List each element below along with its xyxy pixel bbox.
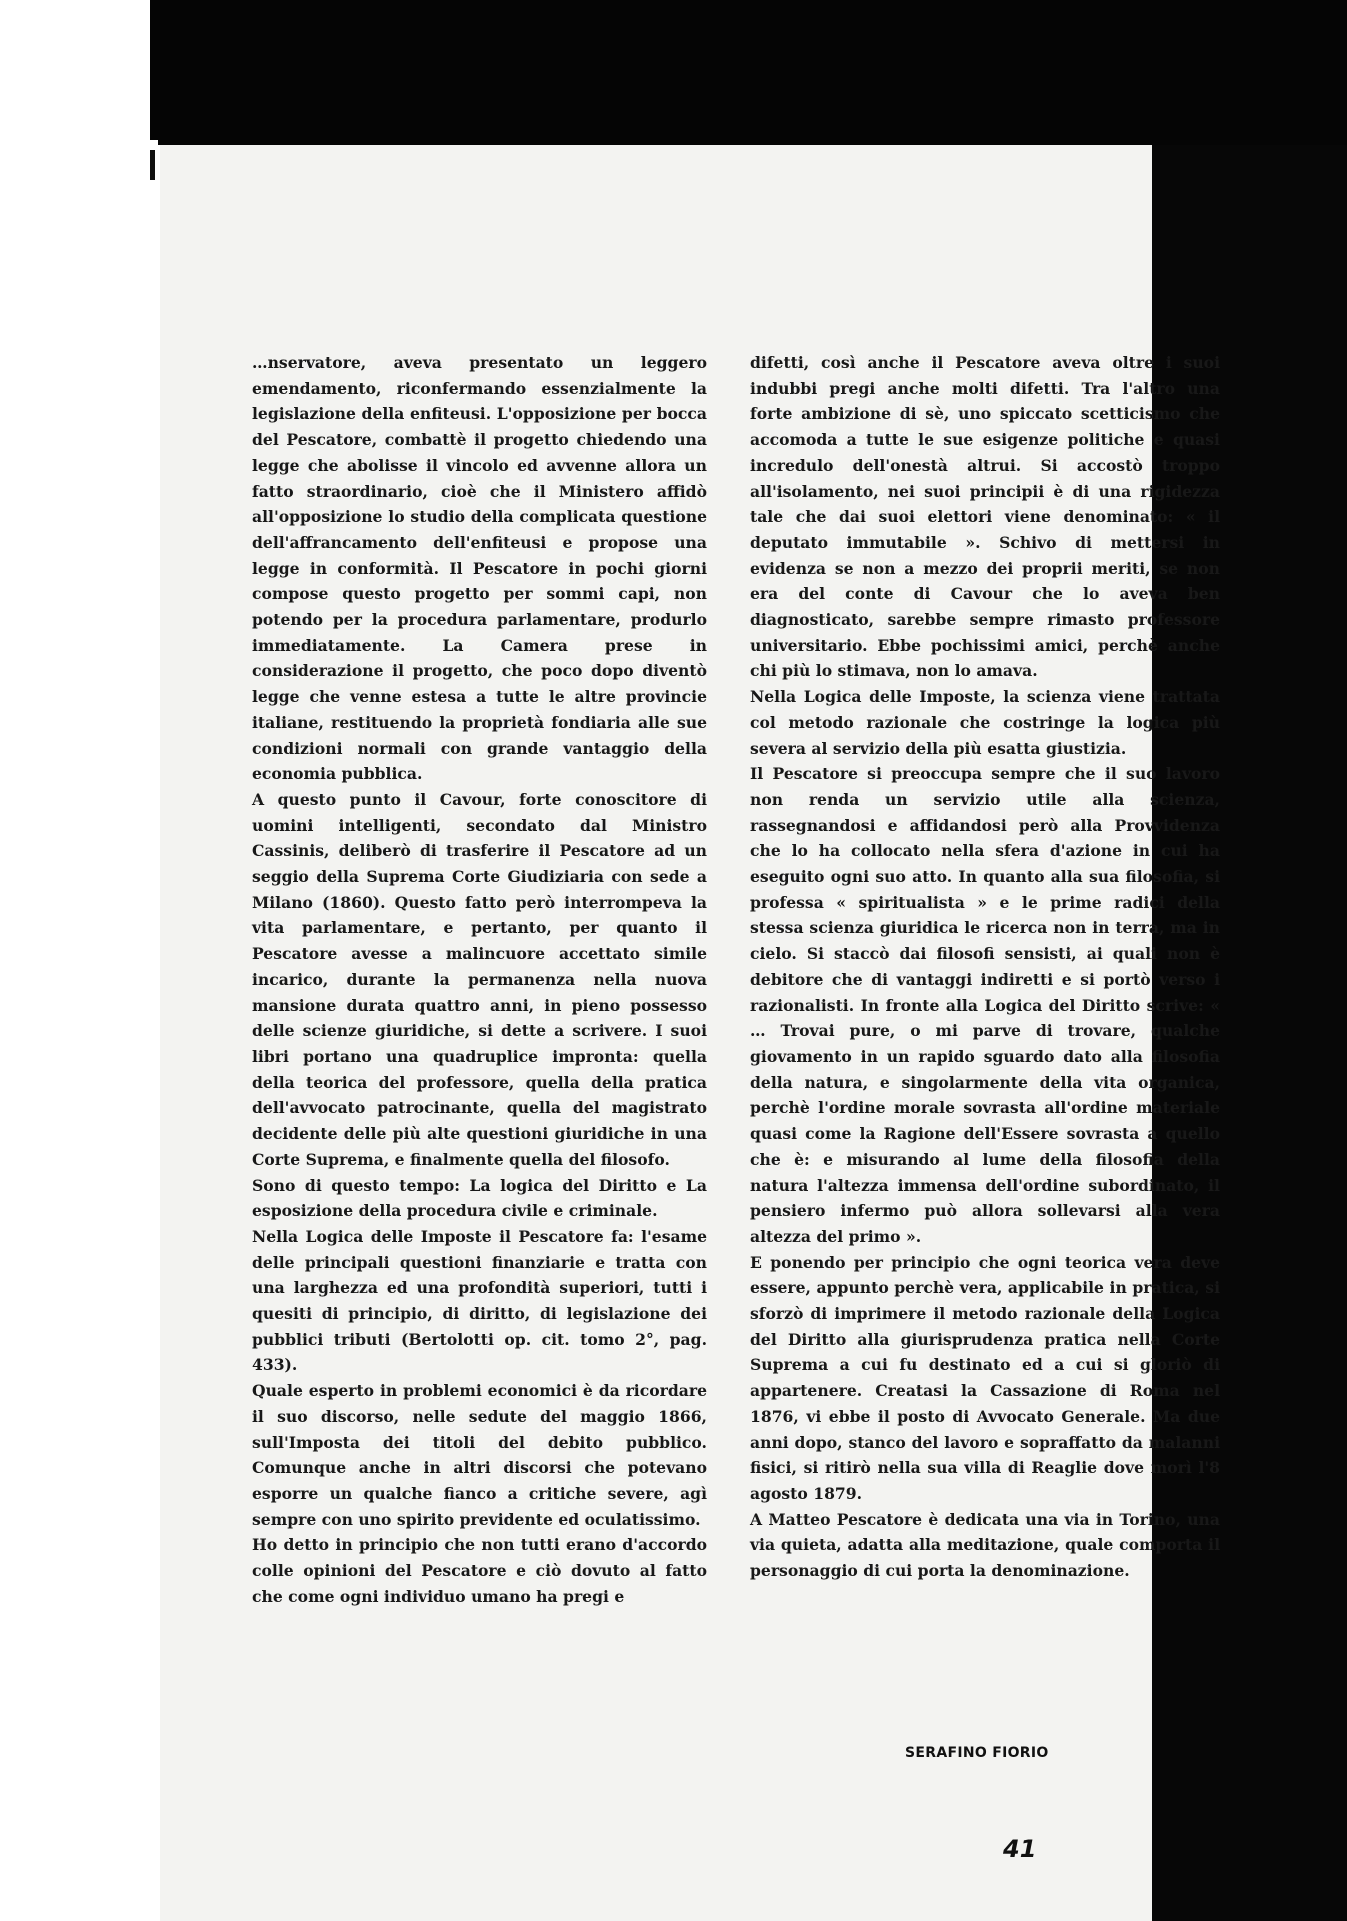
text-column-left xyxy=(252,350,707,1609)
paragraph: E ponendo per principio che ogni teorica vera deve essere, appunto perchè vera, applicabile in pratica, si sforzò di imprimere il metodo razionale della Logica del Diritto alla giurisprudenza pratica nella Corte Suprema a cui fu destinato ed a cui si gloriò di appartenere. Creatasi la Cassazione di Roma nel 1876, vi ebbe il posto di Avvocato Generale. Ma due anni dopo, stanco del lavoro e sopraffatto da malanni fisici, si ritirò nella sua villa di Reaglie dove morì l'8 agosto 1879. xyxy=(750,1252,1220,1503)
page-number: 41 xyxy=(1003,1835,1037,1863)
author-signature: SERAFINO FIORIO xyxy=(905,1745,1049,1761)
paragraph: Ho detto in principio che non tutti erano d'accordo colle opinioni del Pescatore e ciò dovuto al fatto che come ogni individuo umano ha pregi e xyxy=(252,1535,707,1606)
paragraph: …nservatore, aveva presentato un leggero emendamento, riconfermando essenzialmente la legislazione della enfiteusi. L'opposizione per bocca del Pescatore, combattè il progetto chiedendo una legge che abolisse il vincolo ed avvenne allora un fatto straordinario, cioè che il Ministero affidò all'opposizione lo studio della complicata questione dell'affrancamento dell'enfiteusi e propose una legge in conformità. Il Pescatore in pochi giorni compose questo progetto per sommi capi, non potendo per la procedura parlamentare, produrlo immediatamente. La Camera prese in considerazione il progetto, che poco dopo diventò legge che venne estesa a tutte le altre provincie italiane, restituendo la proprietà fondiaria alle sue condizioni normali con grande vantaggio della economia pubblica. xyxy=(252,353,707,784)
paragraph: Sono di questo tempo: La logica del Diritto e La esposizione della procedura civile e criminale. xyxy=(252,1175,707,1221)
text-column-right xyxy=(750,350,1220,1584)
book-page xyxy=(160,145,1220,1921)
paragraph: Nella Logica delle Imposte il Pescatore fa: l'esame delle principali questioni finanziarie e tratta con una larghezza ed una profondità superiori, tutti i quesiti di principio, di diritto, di legislazione dei pubblici tributi (Bertolotti op. cit. tomo 2°, pag. 433). xyxy=(252,1226,707,1375)
paragraph: difetti, così anche il Pescatore aveva oltre i suoi indubbi pregi anche molti difetti. Tra l'altro una forte ambizione di sè, uno spiccato scetticismo che accomoda a tutte le sue esigenze politiche e quasi incredulo dell'onestà altrui. Si accostò troppo all'isolamento, nei suoi principii è di una rigidezza tale che dai suoi elettori viene denominato: « il deputato immutabile ». Schivo di mettersi in evidenza se non a mezzo dei proprii meriti, se non era del conte di Cavour che lo aveva ben diagnosticato, sarebbe sempre rimasto professore universitario. Ebbe pochissimi amici, perchè anche chi più lo stimava, non lo amava. xyxy=(750,353,1220,681)
paragraph: A questo punto il Cavour, forte conoscitore di uomini intelligenti, secondato dal Ministro Cassinis, deliberò di trasferire il Pescatore ad un seggio della Suprema Corte Giudiziaria con sede a Milano (1860). Questo fatto però interrompeva la vita parlamentare, e pertanto, per quanto il Pescatore avesse a malincuore accettato simile incarico, durante la permanenza nella nuova mansione durata quattro anni, in pieno possesso delle scienze giuridiche, si dette a scrivere. I suoi libri portano una quadruplice impronta: quella della teorica del professore, quella della pratica dell'avvocato patrocinante, quella del magistrato decidente delle più alte questioni giuridiche in una Corte Suprema, e finalmente quella del filosofo. xyxy=(252,789,707,1169)
scan-left-mark xyxy=(150,150,155,180)
paragraph: A Matteo Pescatore è dedicata una via in Torino, una via quieta, adatta alla meditazione, quale comporta il personaggio di cui porta la denominazione. xyxy=(750,1509,1220,1581)
paragraph: Quale esperto in problemi economici è da ricordare il suo discorso, nelle sedute del maggio 1866, sull'Imposta dei titoli del debito pubblico. Comunque anche in altri discorsi che potevano esporre un qualche fianco a critiche severe, agì sempre con uno spirito previdente ed oculatissimo. xyxy=(252,1381,707,1529)
paragraph: Nella Logica delle Imposte, la scienza viene trattata col metodo razionale che costringe la logica più severa al servizio della più esatta giustizia. xyxy=(750,687,1220,758)
scan-left-edge xyxy=(148,140,158,1921)
paragraph: Il Pescatore si preoccupa sempre che il suo lavoro non renda un servizio utile alla scienza, rassegnandosi e affidandosi però alla Provvidenza che lo ha collocato nella sfera d'azione in cui ha eseguito ogni suo atto. In quanto alla sua filosofia, si professa « spiritualista » e le prime radici della stessa scienza giuridica le ricerca non in terra, ma in cielo. Si staccò dai filosofi sensisti, ai quali non è debitore che di vantaggi indiretti e si portò verso i razionalisti. In fronte alla Logica del Diritto scrive: « … Trovai pure, o mi parve di trovare, qualche giovamento in un rapido sguardo dato alla filosofia della natura, e singolarmente della vita organica, perchè l'ordine morale sovrasta all'ordine materiale quasi come la Ragione dell'Essere sovrasta a quello che è: e misurando al lume della filosofia della natura l'altezza immensa dell'ordine subordinato, il pensiero infermo può allora sollevarsi alla vera altezza del primo ». xyxy=(750,764,1220,1246)
scan-top-border xyxy=(150,0,1347,145)
